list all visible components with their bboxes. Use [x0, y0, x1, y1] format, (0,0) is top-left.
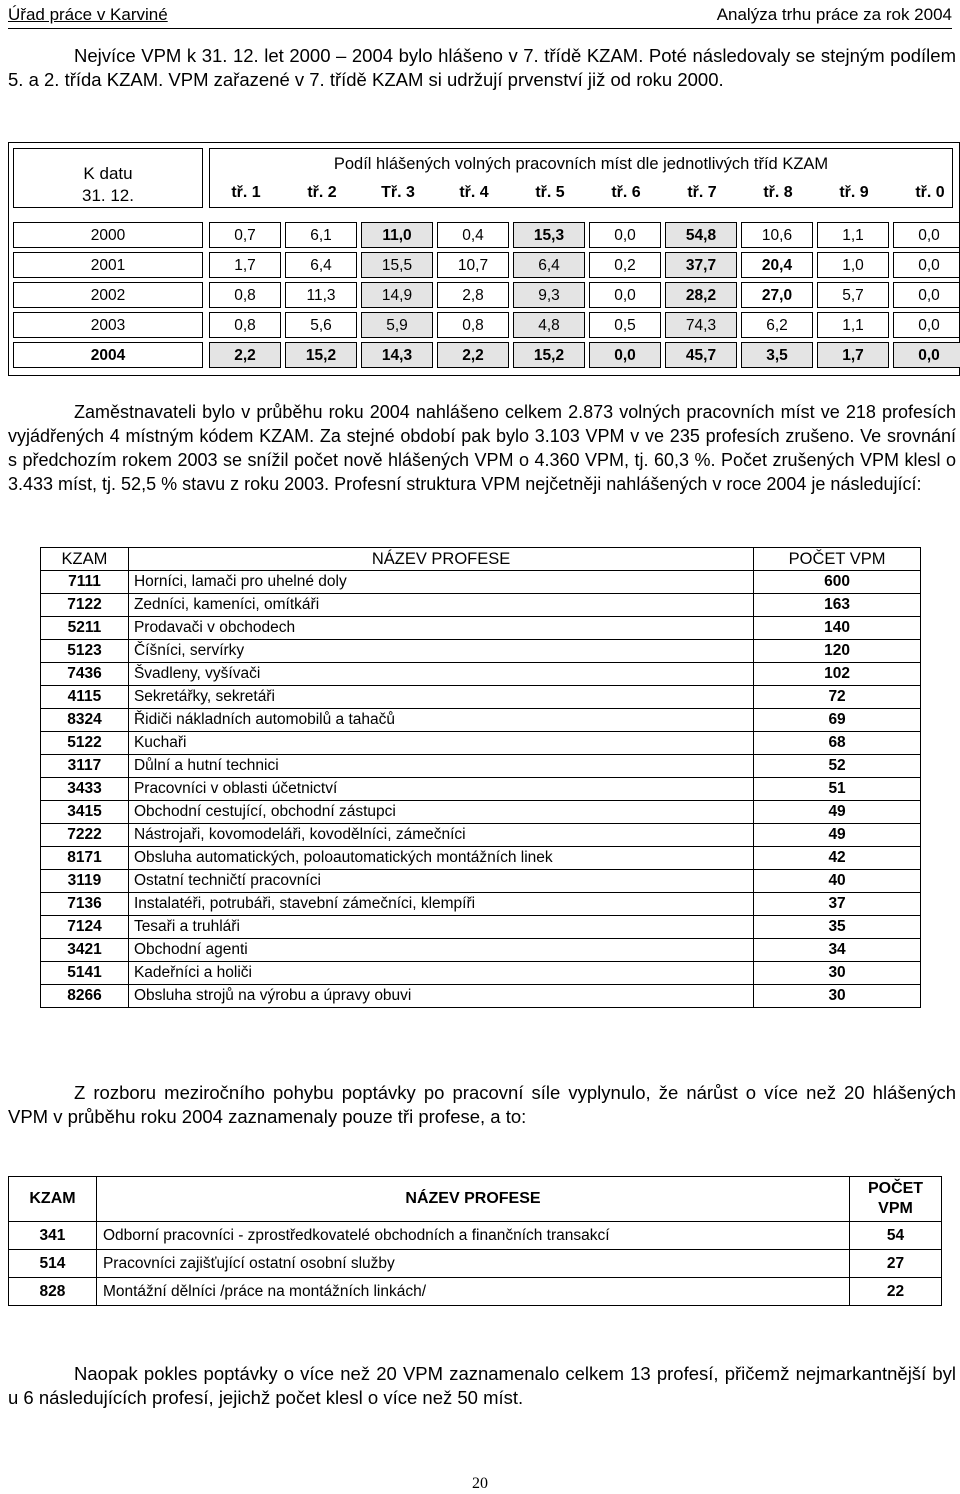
share-cell: 15,2 — [285, 342, 357, 368]
share-cell: 20,4 — [741, 252, 813, 278]
vpm-count-cell: 30 — [754, 962, 921, 985]
kzam-year-row — [13, 252, 953, 278]
share-cell: 0,8 — [209, 282, 281, 308]
column-header: KZAM — [41, 548, 129, 571]
vpm-count-cell: 27 — [850, 1250, 942, 1278]
share-cell: 0,0 — [589, 222, 661, 248]
table-row — [9, 1278, 942, 1306]
share-cell: 15,2 — [513, 342, 585, 368]
kzam-code-cell: 5211 — [41, 617, 129, 640]
kzam-code-cell: 3119 — [41, 870, 129, 893]
year-cell: 2003 — [13, 312, 203, 338]
share-cell: 14,9 — [361, 282, 433, 308]
vpm-count-cell: 51 — [754, 778, 921, 801]
table-row — [41, 617, 921, 640]
profession-name-cell: Číšníci, servírky — [128, 640, 753, 663]
year-cell: 2001 — [13, 252, 203, 278]
kzam-code-cell: 514 — [9, 1250, 97, 1278]
profession-name-cell: Montážní dělníci /práce na montážních linkách/ — [96, 1278, 849, 1306]
profession-name-cell: Instalatéři, potrubáři, stavební zámečníci, klempíři — [128, 893, 753, 916]
kzam-year-row — [13, 222, 953, 248]
share-cell: 10,6 — [741, 222, 813, 248]
table-row — [41, 640, 921, 663]
kzam-year-row — [13, 312, 953, 338]
kzam-share-table — [8, 142, 960, 376]
kzam-class-header: tř. 4 — [459, 184, 489, 201]
kzam-class-header: tř. 0 — [915, 184, 945, 201]
table-row — [41, 985, 921, 1008]
vpm-count-cell: 37 — [754, 893, 921, 916]
share-cell: 0,0 — [893, 312, 960, 338]
table-row — [41, 571, 921, 594]
vpm-count-cell: 35 — [754, 916, 921, 939]
kzam-class-header: tř. 9 — [839, 184, 869, 201]
profession-name-cell: Ostatní techničtí pracovníci — [128, 870, 753, 893]
share-cell: 15,5 — [361, 252, 433, 278]
share-cell: 6,4 — [285, 252, 357, 278]
kzam-code-cell: 3433 — [41, 778, 129, 801]
kzam-class-header-row — [209, 180, 953, 208]
share-cell: 0,5 — [589, 312, 661, 338]
vpm-count-cell: 22 — [850, 1278, 942, 1306]
table-row — [41, 916, 921, 939]
share-cell: 5,7 — [817, 282, 889, 308]
share-cell: 5,9 — [361, 312, 433, 338]
profession-name-cell: Obchodní cestující, obchodní zástupci — [128, 801, 753, 824]
share-cell: 0,0 — [589, 282, 661, 308]
intro-paragraph: Nejvíce VPM k 31. 12. let 2000 – 2004 bylo hlášeno v 7. třídě KZAM. Poté následovaly se stejným podílem 5. a 2. třída KZAM. VPM zařazené v 7. třídě KZAM si udržují prvenství již od roku 2000. — [8, 45, 956, 90]
table-row — [41, 594, 921, 617]
share-cell: 0,0 — [893, 252, 960, 278]
table-header-row — [9, 1177, 942, 1222]
share-cell: 0,2 — [589, 252, 661, 278]
profession-name-cell: Obsluha automatických, poloautomatických montážních linek — [128, 847, 753, 870]
profession-name-cell: Tesaři a truhláři — [128, 916, 753, 939]
column-header: NÁZEV PROFESE — [96, 1177, 849, 1222]
share-cell: 1,1 — [817, 222, 889, 248]
share-cell: 0,7 — [209, 222, 281, 248]
kzam-code-cell: 8266 — [41, 985, 129, 1008]
kzam-table-title: Podíl hlášených volných pracovních míst dle jednotlivých tříd KZAM — [209, 148, 953, 180]
share-cell: 11,3 — [285, 282, 357, 308]
table-row — [41, 939, 921, 962]
page-number: 20 — [472, 1475, 488, 1492]
growth-table — [8, 1176, 942, 1306]
table-row — [41, 824, 921, 847]
share-cell: 1,0 — [817, 252, 889, 278]
vpm-count-cell: 102 — [754, 663, 921, 686]
vpm-count-cell: 49 — [754, 824, 921, 847]
profession-name-cell: Pracovníci zajišťující ostatní osobní služby — [96, 1250, 849, 1278]
profession-name-cell: Kuchaři — [128, 732, 753, 755]
share-cell: 54,8 — [665, 222, 737, 248]
kzam-code-cell: 5122 — [41, 732, 129, 755]
table-row — [41, 732, 921, 755]
growth-paragraph: Z rozboru meziročního pohybu poptávky po pracovní síle vyplynulo, že nárůst o více než 20 hlášených VPM v průběhu roku 2004 zaznamenaly pouze tři profese, a to: — [8, 1082, 956, 1127]
share-cell: 0,8 — [437, 312, 509, 338]
share-cell: 10,7 — [437, 252, 509, 278]
kzam-code-cell: 7436 — [41, 663, 129, 686]
kzam-code-cell: 3421 — [41, 939, 129, 962]
profession-name-cell: Kadeřníci a holiči — [128, 962, 753, 985]
table-row — [41, 893, 921, 916]
share-cell: 11,0 — [361, 222, 433, 248]
kzam-class-header: Tř. 3 — [381, 184, 415, 201]
profession-name-cell: Obchodní agenti — [128, 939, 753, 962]
profession-name-cell: Odborní pracovníci - zprostředkovatelé obchodních a finančních transakcí — [96, 1222, 849, 1250]
year-cell: 2002 — [13, 282, 203, 308]
profession-name-cell: Zedníci, kameníci, omítkáři — [128, 594, 753, 617]
vpm-count-cell: 49 — [754, 801, 921, 824]
summary-paragraph: Zaměstnavateli bylo v průběhu roku 2004 nahlášeno celkem 2.873 volných pracovních míst ve 218 profesích vyjádřených 4 místným kódem KZAM. Za stejné období pak bylo 3.103 VPM v ve 235 profesích zrušeno. Ve srovnání s předchozím rokem 2003 se snížil počet nově hlášených VPM o 4.360 VPM, tj. 60,3 %. Počet zrušených VPM klesl o 3.433 míst, tj. 52,5 % stavu z roku 2003. Profesní struktura VPM nejčetněji nahlášených v roce 2004 je následující: — [8, 402, 956, 494]
share-cell: 1,7 — [209, 252, 281, 278]
table-header-row — [41, 548, 921, 571]
table-row — [41, 755, 921, 778]
vpm-count-cell: 72 — [754, 686, 921, 709]
kzam-year-row — [13, 282, 953, 308]
kzam-class-header: tř. 6 — [611, 184, 641, 201]
vpm-count-cell: 163 — [754, 594, 921, 617]
table-row — [41, 870, 921, 893]
profession-name-cell: Řidiči nákladních automobilů a tahačů — [128, 709, 753, 732]
share-cell: 28,2 — [665, 282, 737, 308]
share-cell: 2,8 — [437, 282, 509, 308]
year-cell: 2004 — [13, 342, 203, 368]
table-row — [41, 686, 921, 709]
vpm-count-cell: 34 — [754, 939, 921, 962]
vpm-count-cell: 140 — [754, 617, 921, 640]
share-cell: 27,0 — [741, 282, 813, 308]
share-cell: 6,4 — [513, 252, 585, 278]
year-cell: 2000 — [13, 222, 203, 248]
kzam-class-header: tř. 5 — [535, 184, 565, 201]
share-cell: 2,2 — [437, 342, 509, 368]
share-cell: 0,0 — [893, 222, 960, 248]
kzam-code-cell: 8171 — [41, 847, 129, 870]
profession-name-cell: Horníci, lamači pro uhelné doly — [128, 571, 753, 594]
table-row — [41, 709, 921, 732]
kzam-code-cell: 7111 — [41, 571, 129, 594]
share-cell: 74,3 — [665, 312, 737, 338]
profession-name-cell: Pracovníci v oblasti účetnictví — [128, 778, 753, 801]
share-cell: 2,2 — [209, 342, 281, 368]
kzam-code-cell: 5141 — [41, 962, 129, 985]
share-cell: 45,7 — [665, 342, 737, 368]
kzam-code-cell: 7136 — [41, 893, 129, 916]
share-cell: 15,3 — [513, 222, 585, 248]
table-row — [41, 801, 921, 824]
kzam-year-row — [13, 342, 953, 368]
vpm-count-cell: 42 — [754, 847, 921, 870]
kzam-class-header: tř. 2 — [307, 184, 337, 201]
kzam-code-cell: 341 — [9, 1222, 97, 1250]
share-cell: 0,0 — [893, 282, 960, 308]
date-label: K datu 31. 12. — [13, 148, 203, 208]
kzam-class-header: tř. 7 — [687, 184, 717, 201]
table-row — [41, 962, 921, 985]
table-row — [9, 1222, 942, 1250]
profession-table — [40, 547, 921, 1008]
profession-name-cell: Prodavači v obchodech — [128, 617, 753, 640]
header-report-title: Analýza trhu práce za rok 2004 — [716, 5, 952, 24]
table-row — [41, 847, 921, 870]
share-cell: 3,5 — [741, 342, 813, 368]
column-header: POČET VPM — [754, 548, 921, 571]
kzam-code-cell: 7122 — [41, 594, 129, 617]
column-header: KZAM — [9, 1177, 97, 1222]
vpm-count-cell: 54 — [850, 1222, 942, 1250]
vpm-count-cell: 69 — [754, 709, 921, 732]
decline-paragraph: Naopak pokles poptávky o více než 20 VPM zaznamenalo celkem 13 profesí, přičemž nejmarkantnější byl u 6 následujících profesí, jejichž počet klesl o více než 50 míst. — [8, 1363, 956, 1408]
share-cell: 9,3 — [513, 282, 585, 308]
kzam-code-cell: 828 — [9, 1278, 97, 1306]
kzam-code-cell: 7222 — [41, 824, 129, 847]
vpm-count-cell: 120 — [754, 640, 921, 663]
vpm-count-cell: 68 — [754, 732, 921, 755]
page-header — [8, 4, 952, 29]
vpm-count-cell: 600 — [754, 571, 921, 594]
kzam-code-cell: 3415 — [41, 801, 129, 824]
share-cell: 4,8 — [513, 312, 585, 338]
kzam-code-cell: 7124 — [41, 916, 129, 939]
vpm-count-cell: 30 — [754, 985, 921, 1008]
kzam-class-header: tř. 8 — [763, 184, 793, 201]
share-cell: 1,7 — [817, 342, 889, 368]
profession-name-cell: Obsluha strojů na výrobu a úpravy obuvi — [128, 985, 753, 1008]
profession-name-cell: Sekretářky, sekretáři — [128, 686, 753, 709]
column-header: POČET VPM — [850, 1177, 942, 1222]
share-cell: 6,2 — [741, 312, 813, 338]
column-header: NÁZEV PROFESE — [128, 548, 753, 571]
profession-name-cell: Důlní a hutní technici — [128, 755, 753, 778]
kzam-code-cell: 5123 — [41, 640, 129, 663]
vpm-count-cell: 52 — [754, 755, 921, 778]
vpm-count-cell: 40 — [754, 870, 921, 893]
header-office: Úřad práce v Karviné — [8, 5, 168, 24]
share-cell: 5,6 — [285, 312, 357, 338]
kzam-code-cell: 4115 — [41, 686, 129, 709]
share-cell: 37,7 — [665, 252, 737, 278]
table-row — [9, 1250, 942, 1278]
kzam-class-header: tř. 1 — [231, 184, 261, 201]
share-cell: 0,4 — [437, 222, 509, 248]
table-row — [41, 663, 921, 686]
table-row — [41, 778, 921, 801]
kzam-code-cell: 3117 — [41, 755, 129, 778]
share-cell: 6,1 — [285, 222, 357, 248]
kzam-code-cell: 8324 — [41, 709, 129, 732]
profession-name-cell: Nástrojaři, kovomodeláři, kovodělníci, zámečníci — [128, 824, 753, 847]
share-cell: 0,0 — [893, 342, 960, 368]
share-cell: 14,3 — [361, 342, 433, 368]
share-cell: 0,0 — [589, 342, 661, 368]
share-cell: 1,1 — [817, 312, 889, 338]
share-cell: 0,8 — [209, 312, 281, 338]
profession-name-cell: Švadleny, vyšívači — [128, 663, 753, 686]
